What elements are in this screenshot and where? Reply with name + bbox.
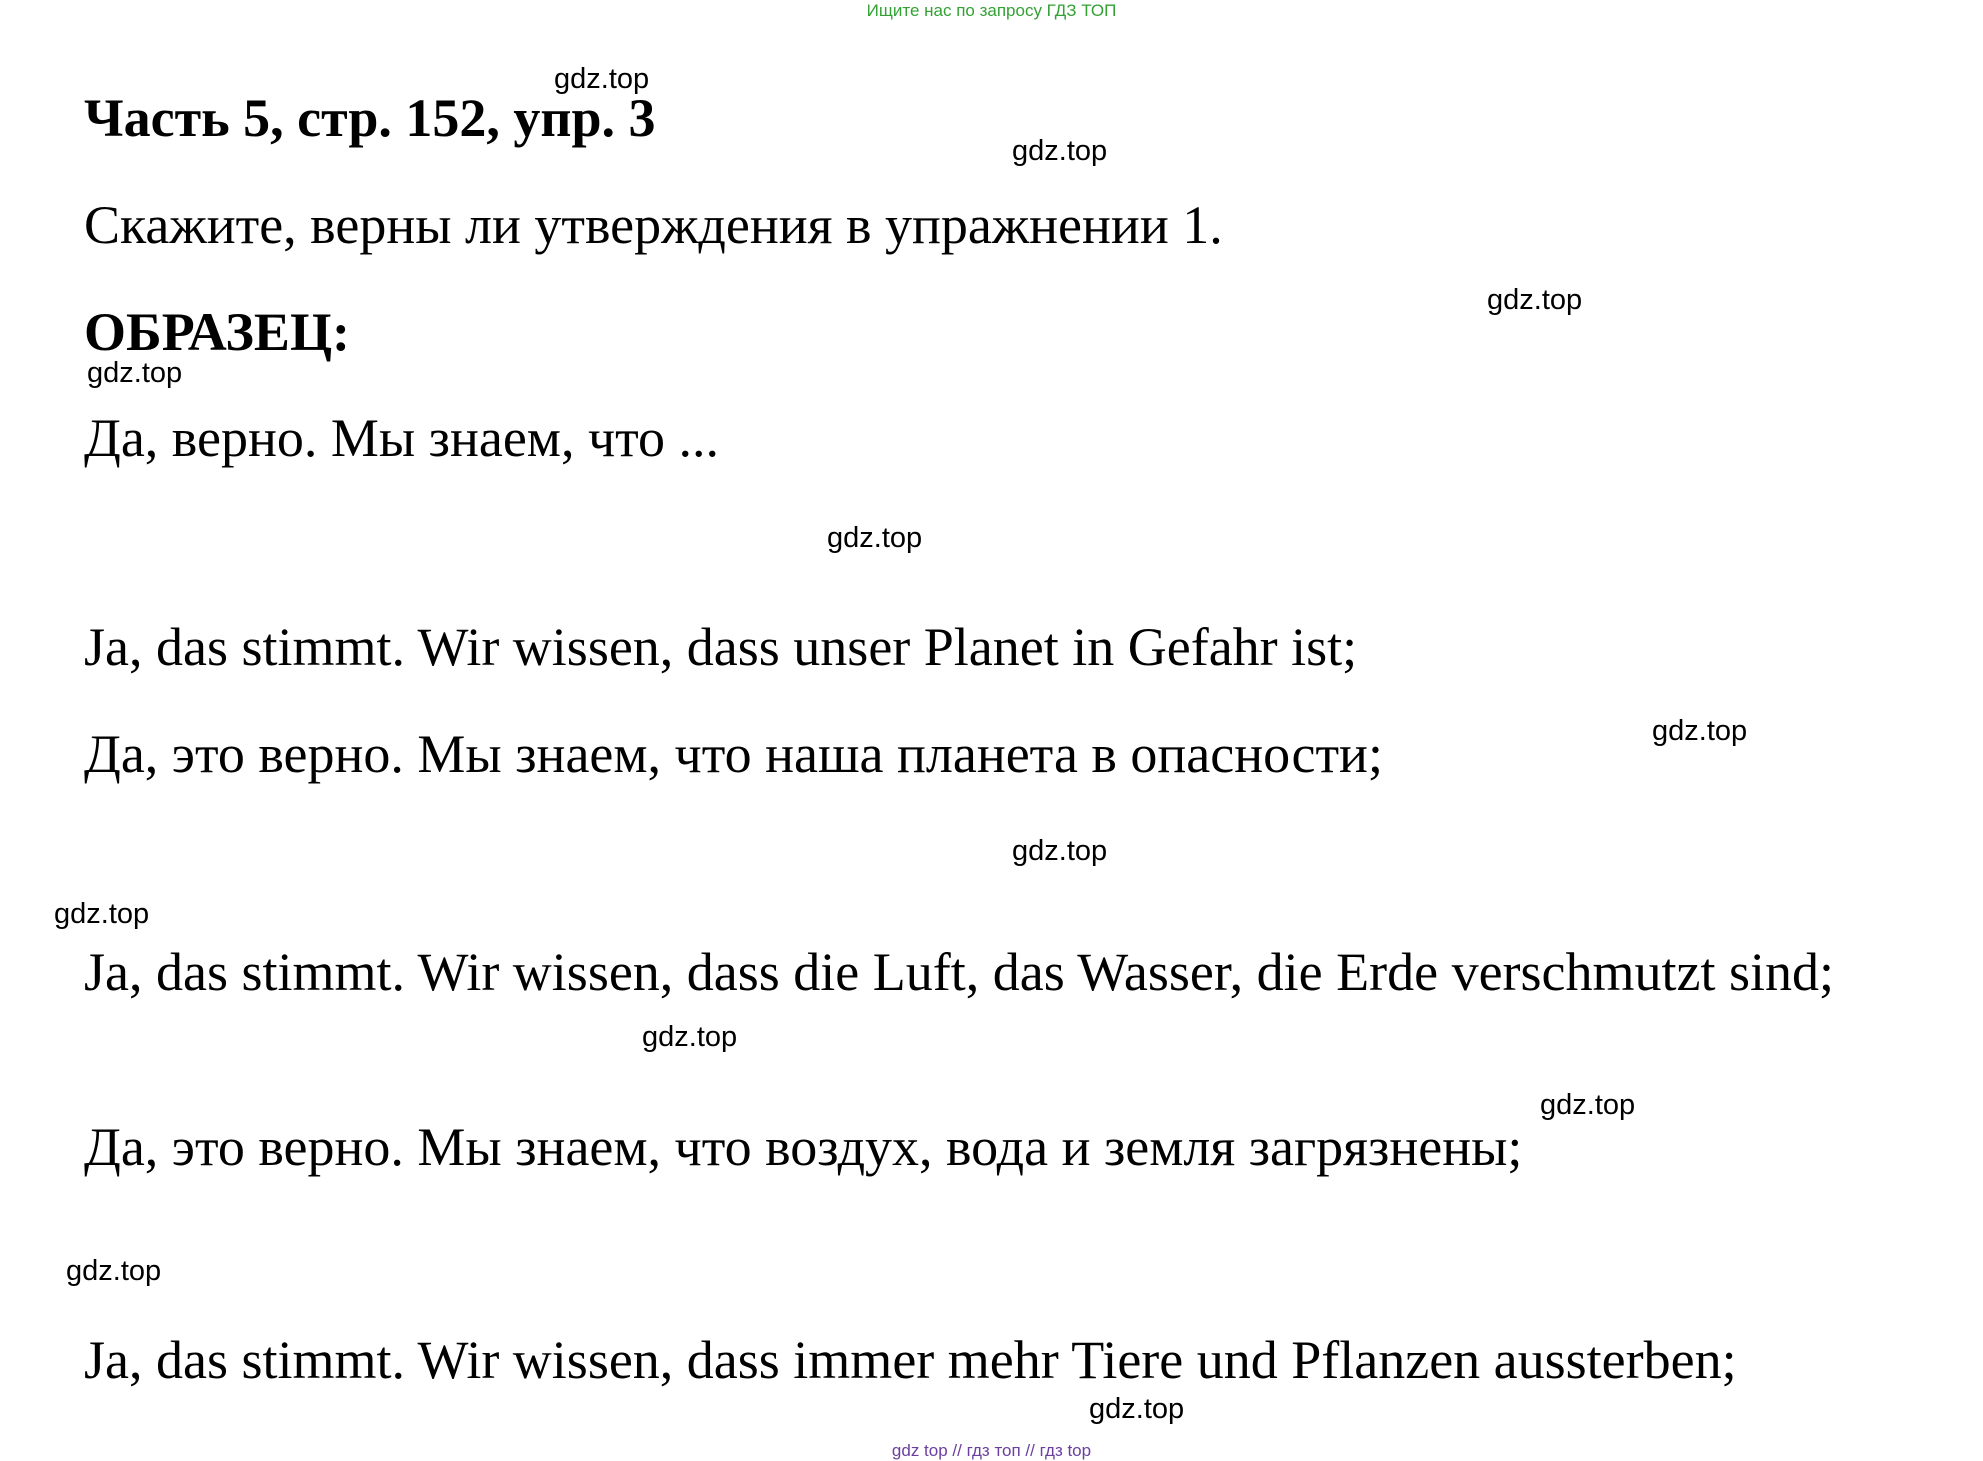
watermark-text: gdz.top [1012, 135, 1108, 167]
sample-text: Да, верно. Мы знаем, что ... [84, 408, 720, 468]
watermark-text: gdz.top [827, 522, 923, 554]
watermark-text: gdz.top [87, 357, 183, 389]
watermark-text: gdz.top [54, 898, 150, 930]
top-banner: Ищите нас по запросу ГДЗ ТОП [866, 1, 1117, 20]
answer-line-4: Да, это верно. Мы знаем, что воздух, вода и земля загрязнены; [84, 1117, 1523, 1177]
answer-line-2: Да, это верно. Мы знаем, что наша планета в опасности; [84, 724, 1383, 784]
watermark-text: gdz.top [1652, 715, 1748, 747]
answer-line-5: Ja, das stimmt. Wir wissen, dass immer mehr Tiere und Pflanzen aussterben; [84, 1330, 1737, 1390]
watermark-text: gdz.top [1487, 284, 1583, 316]
watermark-text: gdz.top [554, 63, 650, 95]
watermark-text: gdz.top [66, 1255, 162, 1287]
answer-line-3: Ja, das stimmt. Wir wissen, dass die Luft, das Wasser, die Erde verschmutzt sind; [84, 942, 1835, 1002]
watermark-text: gdz.top [1089, 1393, 1185, 1425]
sample-heading: ОБРАЗЕЦ: [84, 302, 350, 362]
task-instruction: Скажите, верны ли утверждения в упражнении 1. [84, 195, 1223, 255]
watermark-text: gdz.top [1012, 835, 1108, 867]
page-title: Часть 5, стр. 152, упр. 3 [84, 88, 656, 148]
footer-watermark: gdz top // гдз топ // гдз top [891, 1441, 1092, 1460]
watermark-text: gdz.top [642, 1021, 738, 1053]
watermark-text: gdz.top [1540, 1089, 1636, 1121]
answer-line-1: Ja, das stimmt. Wir wissen, dass unser Planet in Gefahr ist; [84, 617, 1358, 677]
